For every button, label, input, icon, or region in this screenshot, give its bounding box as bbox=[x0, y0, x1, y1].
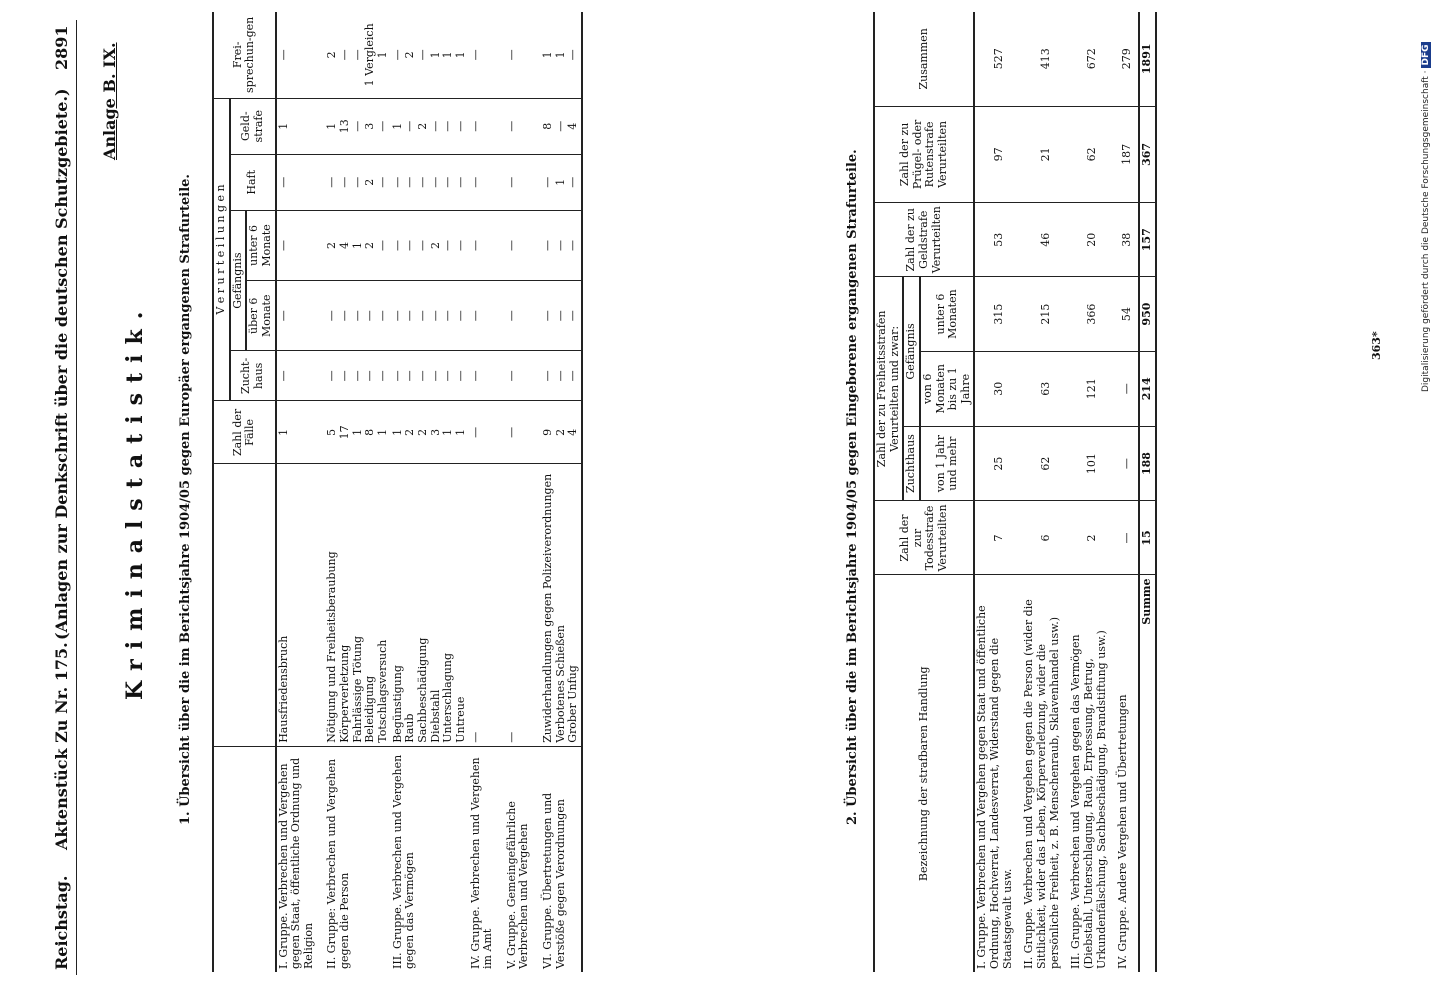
cell-geld-value: — bbox=[441, 120, 455, 132]
cell-geld-value: 1 bbox=[390, 122, 404, 130]
cell-under6 bbox=[391, 210, 469, 280]
cell-tod: 7 bbox=[974, 501, 1022, 575]
cell-haft-value: — bbox=[428, 176, 442, 188]
col-description: Bezeichnung der strafbaren Handlung bbox=[874, 575, 974, 972]
cell-frei-value: 1 Vergleich bbox=[363, 23, 377, 87]
col-freisprechungen: Frei-sprechun-gen bbox=[213, 12, 276, 98]
cell-over6-value: — bbox=[376, 310, 390, 322]
cell-cases bbox=[391, 401, 469, 464]
cell-geld bbox=[469, 98, 505, 154]
cell-haft-value: — bbox=[403, 176, 417, 188]
cell-cases-value: 1 bbox=[453, 428, 467, 436]
cell-geld-value: — bbox=[504, 120, 518, 132]
cell-under6-value: — bbox=[415, 239, 429, 251]
cell-under6-value: — bbox=[553, 239, 567, 251]
cell-unter6: 366 bbox=[1069, 277, 1116, 352]
cell-geld-value: 1 bbox=[325, 122, 339, 130]
group-label: III. Gruppe. Verbrechen und Vergehen gegen das Vermögen bbox=[390, 754, 417, 969]
cell-frei-value: 1 bbox=[441, 51, 455, 59]
row-description: I. Gruppe. Verbrechen und Vergehen gegen Staat und öffentliche Ordnung, Hochverrat, Landesverrat, Widerstand gegen die Staatsgewalt usw. bbox=[975, 605, 1014, 969]
cell-under6-value: 1 bbox=[350, 241, 364, 249]
row-description: II. Gruppe. Verbrechen und Vergehen gegen die Person (wider die Sittlichkeit, wider das Leben, Körperverletzung, wider die persönliche Freiheit, z. B. Menschenraub, Sklavenhandel usw.) bbox=[1022, 599, 1061, 969]
cell-cases bbox=[469, 401, 505, 464]
cell-over6-value: — bbox=[338, 310, 352, 322]
cell-over6 bbox=[276, 281, 326, 351]
cell-haft-value: 1 bbox=[553, 178, 567, 186]
offense-list-value: Körperverletzung bbox=[338, 644, 352, 743]
cell-over6-value: — bbox=[441, 310, 455, 322]
header-center: Aktenstück Zu Nr. 175. bbox=[52, 642, 71, 850]
cell-cases-value: 1 bbox=[276, 428, 290, 436]
cell-over6 bbox=[541, 281, 582, 351]
cell-over6-value: — bbox=[504, 310, 518, 322]
cell-geld: 20 bbox=[1069, 203, 1116, 277]
offense-list-value: Diebstahl bbox=[428, 689, 442, 743]
cell-zucht-value: — bbox=[541, 370, 555, 382]
cell-haft-value: — bbox=[441, 176, 455, 188]
offense-list bbox=[276, 464, 326, 746]
cell-von1jahr: 25 bbox=[974, 426, 1022, 501]
cell-zucht bbox=[391, 351, 469, 401]
cell-zucht bbox=[325, 351, 390, 401]
cell-over6 bbox=[469, 281, 505, 351]
cell-geld bbox=[505, 98, 541, 154]
cell-frei-value: 2 bbox=[403, 51, 417, 59]
cell-cases-value: 1 bbox=[441, 428, 455, 436]
col-verurteilungen: V e r u r t e i l u n g e n bbox=[213, 98, 230, 401]
cell-unter6: 315 bbox=[974, 277, 1022, 352]
cell-zucht-value: — bbox=[428, 370, 442, 382]
table-row bbox=[505, 12, 541, 972]
cell-zucht-value: — bbox=[350, 370, 364, 382]
table-row bbox=[541, 12, 582, 972]
cell-von1jahr: — bbox=[1116, 426, 1139, 501]
cell-cases-value: 1 bbox=[390, 428, 404, 436]
offense-list-value: Hausfriedensbruch bbox=[276, 635, 290, 743]
offense-list-value: — bbox=[468, 731, 482, 743]
cell-zucht-value: — bbox=[276, 370, 290, 382]
cell-haft-value: — bbox=[376, 176, 390, 188]
cell-over6-value: — bbox=[390, 310, 404, 322]
cell-cases bbox=[325, 401, 390, 464]
cell-cases-value: 2 bbox=[415, 428, 429, 436]
cell-under6 bbox=[276, 210, 326, 280]
cell-under6-value: — bbox=[453, 239, 467, 251]
cell-haft-value: — bbox=[453, 176, 467, 188]
cell-von6mon: 30 bbox=[974, 351, 1022, 426]
cell-over6-value: — bbox=[566, 310, 580, 322]
offense-list-value: Fahrlässige Tötung bbox=[350, 635, 364, 743]
table2-heading: 2. Übersicht über die im Berichtsjahre 1904/05 gegen Eingeborene ergangenen Strafurteile. bbox=[845, 149, 860, 825]
cell-frei bbox=[391, 12, 469, 98]
cell-geld-value: 13 bbox=[338, 119, 352, 134]
cell-haft bbox=[505, 154, 541, 210]
cell-geld: 53 bbox=[974, 203, 1022, 277]
table-row bbox=[1116, 12, 1139, 972]
cell-frei-value: — bbox=[504, 49, 518, 61]
cell-von6mon: — bbox=[1116, 351, 1139, 426]
cell-haft-value: — bbox=[390, 176, 404, 188]
cell-cases bbox=[505, 401, 541, 464]
cell-zucht-value: — bbox=[390, 370, 404, 382]
table-row bbox=[1069, 12, 1116, 972]
cell-zucht bbox=[505, 351, 541, 401]
col-freiheitsstrafen: Zahl der zu Freiheitsstrafen Verurteilten und zwar: bbox=[874, 277, 903, 501]
cell-frei-value: — bbox=[276, 49, 290, 61]
cell-cases-value: 9 bbox=[541, 428, 555, 436]
cell-over6-value: — bbox=[453, 310, 467, 322]
cell-geld-value: — bbox=[376, 120, 390, 132]
cell-under6-value: 2 bbox=[325, 241, 339, 249]
table-row bbox=[974, 12, 1022, 972]
cell-under6-value: — bbox=[276, 239, 290, 251]
cell-geld bbox=[541, 98, 582, 154]
offense-list-value: — bbox=[504, 731, 518, 743]
cell-haft-value: — bbox=[338, 176, 352, 188]
header-rule bbox=[76, 20, 77, 975]
offense-list-value: Untreue bbox=[453, 696, 467, 743]
cell-zucht-value: — bbox=[325, 370, 339, 382]
cell-under6-value: 2 bbox=[363, 241, 377, 249]
offense-list bbox=[391, 464, 469, 746]
cell-cases-value: 8 bbox=[363, 428, 377, 436]
cell-over6-value: — bbox=[553, 310, 567, 322]
cell-cases bbox=[541, 401, 582, 464]
cell-zucht bbox=[276, 351, 326, 401]
offense-list bbox=[325, 464, 390, 746]
group-label: IV. Gruppe. Verbrechen und Vergehen im Amt bbox=[468, 757, 495, 969]
cell-frei bbox=[469, 12, 505, 98]
cell-geld-value: 3 bbox=[363, 122, 377, 130]
cell-zucht-value: — bbox=[453, 370, 467, 382]
sum-unter6: 950 bbox=[1139, 277, 1156, 352]
cell-zusammen: 672 bbox=[1069, 12, 1116, 106]
sum-geld: 157 bbox=[1139, 203, 1156, 277]
digitization-note bbox=[1421, 8, 1434, 392]
cell-frei-value: 1 bbox=[376, 51, 390, 59]
cell-haft-value: — bbox=[350, 176, 364, 188]
cell-haft-value: — bbox=[468, 176, 482, 188]
cell-pruegel: 21 bbox=[1022, 106, 1069, 203]
cell-zucht-value: — bbox=[376, 370, 390, 382]
col-group bbox=[213, 746, 276, 972]
cell-over6-value: — bbox=[415, 310, 429, 322]
cell-under6 bbox=[541, 210, 582, 280]
cell-haft bbox=[391, 154, 469, 210]
cell-pruegel: 187 bbox=[1116, 106, 1139, 203]
cell-cases-value: 3 bbox=[428, 428, 442, 436]
cell-geld bbox=[276, 98, 326, 154]
cell-geld-value: — bbox=[350, 120, 364, 132]
row-description: III. Gruppe. Verbrechen und Vergehen gegen das Vermögen (Diebstahl, Unterschlagung, Raub, Erpressung, Betrug, Urkundenfälschung, Sachbeschädigung, Brandstiftung usw.) bbox=[1069, 630, 1108, 969]
cell-over6-value: — bbox=[276, 310, 290, 322]
cell-geld-value: 8 bbox=[541, 122, 555, 130]
row-description: IV. Gruppe. Andere Vergehen und Übertretungen bbox=[1116, 694, 1130, 969]
cell-zucht-value: — bbox=[553, 370, 567, 382]
sum-von6mon: 214 bbox=[1139, 351, 1156, 426]
cell-geld bbox=[325, 98, 390, 154]
col-under-6-months: unter 6 Monate bbox=[246, 210, 275, 280]
cell-haft bbox=[276, 154, 326, 210]
cell-von6mon: 63 bbox=[1022, 351, 1069, 426]
cell-cases-value: — bbox=[468, 426, 482, 438]
digitization-text: Digitalisierung gefördert durch die Deutsche Forschungsgemeinschaft · bbox=[1421, 70, 1431, 392]
cell-under6-value: — bbox=[468, 239, 482, 251]
col-zuchthaus-2: Zuchthaus bbox=[903, 426, 920, 501]
sum-zusammen: 1891 bbox=[1139, 12, 1156, 106]
col-six-months-to-year: von 6 Monaten bis zu 1 Jahre bbox=[920, 351, 975, 426]
cell-under6-value: — bbox=[403, 239, 417, 251]
sum-label: Summe bbox=[1139, 575, 1156, 972]
group-label: V. Gruppe. Gemeingefährliche Verbrechen und Vergehen bbox=[504, 801, 531, 969]
cell-under6-value: — bbox=[504, 239, 518, 251]
cell-under6 bbox=[505, 210, 541, 280]
offense-list bbox=[505, 464, 541, 746]
cell-von6mon: 121 bbox=[1069, 351, 1116, 426]
dfg-logo-icon: DFG bbox=[1421, 44, 1431, 66]
cell-haft-value: — bbox=[276, 176, 290, 188]
footer-note: 363* bbox=[1370, 331, 1383, 360]
europeans-table bbox=[212, 12, 583, 972]
cell-over6-value: — bbox=[428, 310, 442, 322]
cell-geld-value: — bbox=[553, 120, 567, 132]
cell-cases-value: 1 bbox=[376, 428, 390, 436]
cell-tod: 2 bbox=[1069, 501, 1116, 575]
header-left: Reichstag. bbox=[52, 875, 71, 970]
cell-over6-value: — bbox=[363, 310, 377, 322]
cell-under6 bbox=[325, 210, 390, 280]
col-haft: Haft bbox=[230, 154, 276, 210]
cell-haft-value: — bbox=[566, 176, 580, 188]
page-title: Kriminalstatistik. bbox=[122, 301, 148, 700]
cell-frei-value: 1 bbox=[428, 51, 442, 59]
col-geldstrafe: Geld-strafe bbox=[230, 98, 276, 154]
cell-zucht bbox=[541, 351, 582, 401]
cell-von1jahr: 101 bbox=[1069, 426, 1116, 501]
cell-geld-value: — bbox=[428, 120, 442, 132]
offense-list-value: Sachbeschädigung bbox=[415, 637, 429, 743]
col-one-year-plus: von 1 Jahr und mehr bbox=[920, 426, 975, 501]
cell-frei-value: 2 bbox=[325, 51, 339, 59]
cell-frei-value: — bbox=[566, 49, 580, 61]
cell-cases-value: 1 bbox=[350, 428, 364, 436]
cell-zucht-value: — bbox=[468, 370, 482, 382]
cell-geld-value: 2 bbox=[415, 122, 429, 130]
cell-cases bbox=[276, 401, 326, 464]
sum-row bbox=[1139, 12, 1156, 972]
cell-unter6: 215 bbox=[1022, 277, 1069, 352]
offense-list-value: Begünstigung bbox=[390, 665, 404, 743]
cell-tod: 6 bbox=[1022, 501, 1069, 575]
col-offense bbox=[213, 464, 276, 746]
cell-frei bbox=[276, 12, 326, 98]
cell-zusammen: 279 bbox=[1116, 12, 1139, 106]
cell-under6-value: — bbox=[441, 239, 455, 251]
offense-list bbox=[469, 464, 505, 746]
cell-frei bbox=[505, 12, 541, 98]
cell-geld-value: 1 bbox=[276, 122, 290, 130]
table-row bbox=[325, 12, 390, 972]
offense-list-value: Nötigung und Freiheitsberaubung bbox=[325, 551, 339, 743]
cell-zucht-value: — bbox=[504, 370, 518, 382]
col-gefaengnis-2: Gefängnis bbox=[903, 277, 920, 426]
cell-over6 bbox=[505, 281, 541, 351]
col-gefaengnis: Gefängnis bbox=[230, 210, 247, 351]
cell-haft-value: — bbox=[325, 176, 339, 188]
cell-haft bbox=[469, 154, 505, 210]
cell-zusammen: 527 bbox=[974, 12, 1022, 106]
cell-zucht-value: — bbox=[415, 370, 429, 382]
sum-pruegel: 367 bbox=[1139, 106, 1156, 203]
cell-frei-value: — bbox=[390, 49, 404, 61]
sum-von1jahr: 188 bbox=[1139, 426, 1156, 501]
cell-under6-value: — bbox=[566, 239, 580, 251]
cell-cases-value: 17 bbox=[338, 425, 352, 440]
cell-unter6: 54 bbox=[1116, 277, 1139, 352]
offense-list-value: Verbotenes Schießen bbox=[553, 624, 567, 743]
cell-pruegel: 97 bbox=[974, 106, 1022, 203]
col-fine: Zahl der zu Geldstrafe Verurteilten bbox=[874, 203, 974, 277]
offense-list bbox=[541, 464, 582, 746]
page-number: 2891 bbox=[52, 25, 71, 70]
cell-geld: 38 bbox=[1116, 203, 1139, 277]
col-under-six-months: unter 6 Monaten bbox=[920, 277, 975, 352]
cell-zucht-value: — bbox=[441, 370, 455, 382]
group-label: II. Gruppe: Verbrechen und Vergehen gegen die Person bbox=[325, 758, 352, 969]
table-row bbox=[276, 12, 326, 972]
cell-haft-value: — bbox=[504, 176, 518, 188]
offense-list-value: Totschlagsversuch bbox=[376, 639, 390, 743]
group-label: I. Gruppe. Verbrechen und Vergehen gegen Staat, öffentliche Ordnung und Religion bbox=[276, 757, 315, 969]
cell-geld: 46 bbox=[1022, 203, 1069, 277]
annex-label: Anlage B. IX. bbox=[100, 42, 119, 160]
cell-frei bbox=[541, 12, 582, 98]
sum-tod: 15 bbox=[1139, 501, 1156, 575]
table-row bbox=[1022, 12, 1069, 972]
cell-geld-value: 4 bbox=[566, 122, 580, 130]
cell-geld-value: — bbox=[403, 120, 417, 132]
col-total: Zusammen bbox=[874, 12, 974, 106]
cell-geld-value: — bbox=[453, 120, 467, 132]
cell-under6-value: 4 bbox=[338, 241, 352, 249]
natives-table-body bbox=[974, 12, 1155, 972]
cell-frei-value: — bbox=[415, 49, 429, 61]
cell-over6-value: — bbox=[350, 310, 364, 322]
table-row bbox=[391, 12, 469, 972]
cell-cases-value: 2 bbox=[403, 428, 417, 436]
offense-list-value: Raub bbox=[403, 713, 417, 743]
offense-list-value: Beleidigung bbox=[363, 675, 377, 743]
table-row bbox=[469, 12, 505, 972]
offense-list-value: Zuwiderhandlungen gegen Polizeiverordnungen bbox=[541, 473, 555, 743]
cell-under6 bbox=[469, 210, 505, 280]
cell-frei-value: — bbox=[468, 49, 482, 61]
cell-haft-value: 2 bbox=[363, 178, 377, 186]
cell-under6-value: 2 bbox=[428, 241, 442, 249]
cell-frei-value: — bbox=[350, 49, 364, 61]
cell-geld-value: — bbox=[468, 120, 482, 132]
cell-frei bbox=[325, 12, 390, 98]
cell-under6-value: — bbox=[390, 239, 404, 251]
natives-table bbox=[873, 12, 1157, 972]
col-over-6-months: über 6 Monate bbox=[246, 281, 275, 351]
cell-zucht-value: — bbox=[566, 370, 580, 382]
cell-cases-value: 2 bbox=[553, 428, 567, 436]
cell-zucht bbox=[469, 351, 505, 401]
cell-over6 bbox=[325, 281, 390, 351]
col-cases: Zahl der Fälle bbox=[213, 401, 276, 464]
cell-frei-value: 1 bbox=[541, 51, 555, 59]
cell-over6-value: — bbox=[468, 310, 482, 322]
cell-over6 bbox=[391, 281, 469, 351]
col-death: Zahl der zur Todesstrafe Verurteilten bbox=[874, 501, 974, 575]
cell-von1jahr: 62 bbox=[1022, 426, 1069, 501]
cell-zusammen: 413 bbox=[1022, 12, 1069, 106]
cell-frei-value: 1 bbox=[553, 51, 567, 59]
col-flogging: Zahl der zu Prügel- oder Rutenstrafe Verurteilten bbox=[874, 106, 974, 203]
cell-haft bbox=[541, 154, 582, 210]
col-zuchthaus: Zucht-haus bbox=[230, 351, 276, 401]
europeans-table-body bbox=[276, 12, 582, 972]
cell-haft-value: — bbox=[541, 176, 555, 188]
cell-geld bbox=[391, 98, 469, 154]
cell-over6-value: — bbox=[325, 310, 339, 322]
cell-cases-value: 4 bbox=[566, 428, 580, 436]
cell-cases-value: — bbox=[504, 426, 518, 438]
cell-over6-value: — bbox=[541, 310, 555, 322]
cell-zucht-value: — bbox=[338, 370, 352, 382]
cell-frei-value: — bbox=[338, 49, 352, 61]
cell-haft-value: — bbox=[415, 176, 429, 188]
cell-under6-value: — bbox=[376, 239, 390, 251]
cell-haft bbox=[325, 154, 390, 210]
cell-zucht-value: — bbox=[403, 370, 417, 382]
table1-heading: 1. Übersicht über die im Berichtsjahre 1904/05 gegen Europäer ergangenen Strafurteile. bbox=[178, 174, 193, 825]
cell-over6-value: — bbox=[403, 310, 417, 322]
cell-cases-value: 5 bbox=[325, 428, 339, 436]
cell-pruegel: 62 bbox=[1069, 106, 1116, 203]
cell-under6-value: — bbox=[541, 239, 555, 251]
header-center-2: (Anlagen zur Denkschrift über die deutschen Schutzgebiete.) bbox=[52, 88, 71, 640]
offense-list-value: Grober Unfug bbox=[566, 665, 580, 743]
cell-tod: — bbox=[1116, 501, 1139, 575]
group-label: VI. Gruppe. Übertretungen und Verstöße gegen Verordnungen bbox=[541, 792, 567, 969]
cell-zucht-value: — bbox=[363, 370, 377, 382]
offense-list-value: Unterschlagung bbox=[441, 653, 455, 743]
cell-frei-value: 1 bbox=[453, 51, 467, 59]
